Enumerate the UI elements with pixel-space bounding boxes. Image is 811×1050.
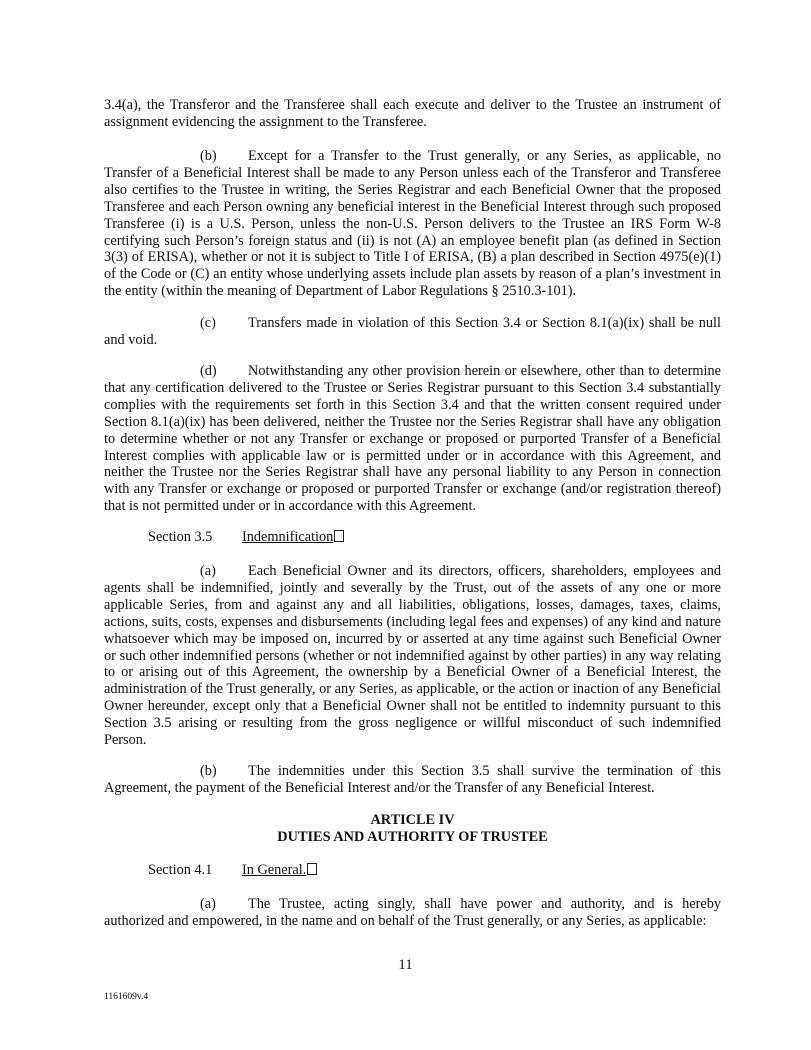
paragraph-3-4-d [104, 363, 721, 515]
section-heading-3-5 [148, 529, 344, 546]
subsection-label: (c) [200, 315, 216, 331]
document-id: 1161609v.4 [104, 992, 149, 1002]
section-title: Indemnification [242, 529, 334, 545]
section-number: Section 4.1 [148, 862, 213, 878]
article-title: DUTIES AND AUTHORITY OF TRUSTEE [277, 829, 548, 845]
paragraph-text: Each Beneficial Owner and its directors, officers, shareholders, employees and agents shall be indemnified, jointly and severally by the Trust, out of the assets of any one or more applicable Series, from and against any and all liabilities, obligations, losses, damages, taxes, claims, actions, suits, costs, expenses and disbursements (including legal fees and expenses) of any kind and nature whatsoever which may be imposed on, incurred by or asserted at any time against such Beneficial Owner or such other indemnified persons (whether or not indemnified against by other parties) in any way relating to or arising out of this Agreement, the ownership by a Beneficial Owner of a Beneficial Interest, the administration of the Trust generally, or any Series, as applicable, or the action or inaction of any Beneficial Owner hereunder, except only that a Beneficial Owner shall not be entitled to indemnity pursuant to this Section 3.5 arising or resulting from the gross negligence or willful misconduct of such indemnified Person. [104, 563, 721, 749]
paragraph-text: The indemnities under this Section 3.5 shall survive the termination of this Agreement, the payment of the Beneficial Interest and/or the Transfer of any Beneficial Interest. [104, 763, 721, 796]
subsection-label: (a) [200, 896, 216, 912]
paragraph-4-1-a [104, 896, 721, 930]
page-number: 11 [398, 957, 413, 973]
article-number: ARTICLE IV [370, 812, 455, 828]
subsection-label: (a) [200, 563, 216, 579]
paragraph-text: Transfers made in violation of this Section 3.4 or Section 8.1(a)(ix) shall be null and void. [104, 315, 721, 348]
paragraph-continuation [104, 97, 721, 131]
subsection-label: (d) [200, 363, 217, 379]
paragraph-text: 3.4(a), the Transferor and the Transferee shall each execute and deliver to the Trustee an instrument of assignment evidencing the assignment to the Transferee. [104, 97, 721, 130]
paragraph-3-4-b [104, 148, 721, 300]
section-number: Section 3.5 [148, 529, 213, 545]
paragraph-text: Notwithstanding any other provision herein or elsewhere, other than to determine that any certification delivered to the Trustee or Series Registrar pursuant to this Section 3.4 substantially complies with the requirements set forth in this Section 3.4 and that the written consent required under Section 8.1(a)(ix) has been delivered, neither the Trustee nor the Series Registrar shall have any obligation to determine whether or not any Transfer or exchange or proposed or purported Transfer of a Beneficial Interest complies with applicable law or is permitted under or in accordance with this Agreement, and neither the Trustee nor the Series Registrar shall have any personal liability to any Person in connection with any Transfer or exchange or proposed or purported Transfer or exchange (and/or registration thereof) that is not permitted under or in accordance with this Agreement. [104, 363, 721, 515]
paragraph-text: Except for a Transfer to the Trust generally, or any Series, as applicable, no Transfer of a Beneficial Interest shall be made to any Person unless each of the Transferor and Transferee also certifies to the Trustee in writing, the Series Registrar and each Beneficial Owner that the proposed Transferee and each Person owning any beneficial interest in the Beneficial Interest through such proposed Transferee (i) is a U.S. Person, unless the non-U.S. Person delivers to the Trustee an IRS Form W-8 certifying such Person’s foreign status and (ii) is not (A) an employee benefit plan (as defined in Section 3(3) of ERISA), whether or not it is subject to Title I of ERISA, (B) a plan described in Section 4975(e)(1) of the Code or (C) an entity whose underlying assets include plan assets by reason of a plan’s investment in the entity (within the meaning of Department of Labor Regulations § 2510.3-101). [104, 148, 721, 300]
paragraph-3-5-b [104, 763, 721, 797]
paragraph-3-4-c [104, 315, 721, 349]
paragraph-text: The Trustee, acting singly, shall have power and authority, and is hereby authorized and empowered, in the name and on behalf of the Trust generally, or any Series, as applicable: [104, 896, 721, 929]
section-heading-4-1 [148, 862, 317, 879]
paragraph-3-5-a [104, 563, 721, 749]
subsection-label: (b) [200, 148, 217, 164]
section-title: In General. [242, 862, 307, 878]
subsection-label: (b) [200, 763, 217, 779]
checkbox-glyph-icon [334, 530, 344, 542]
checkbox-glyph-icon [307, 863, 317, 875]
